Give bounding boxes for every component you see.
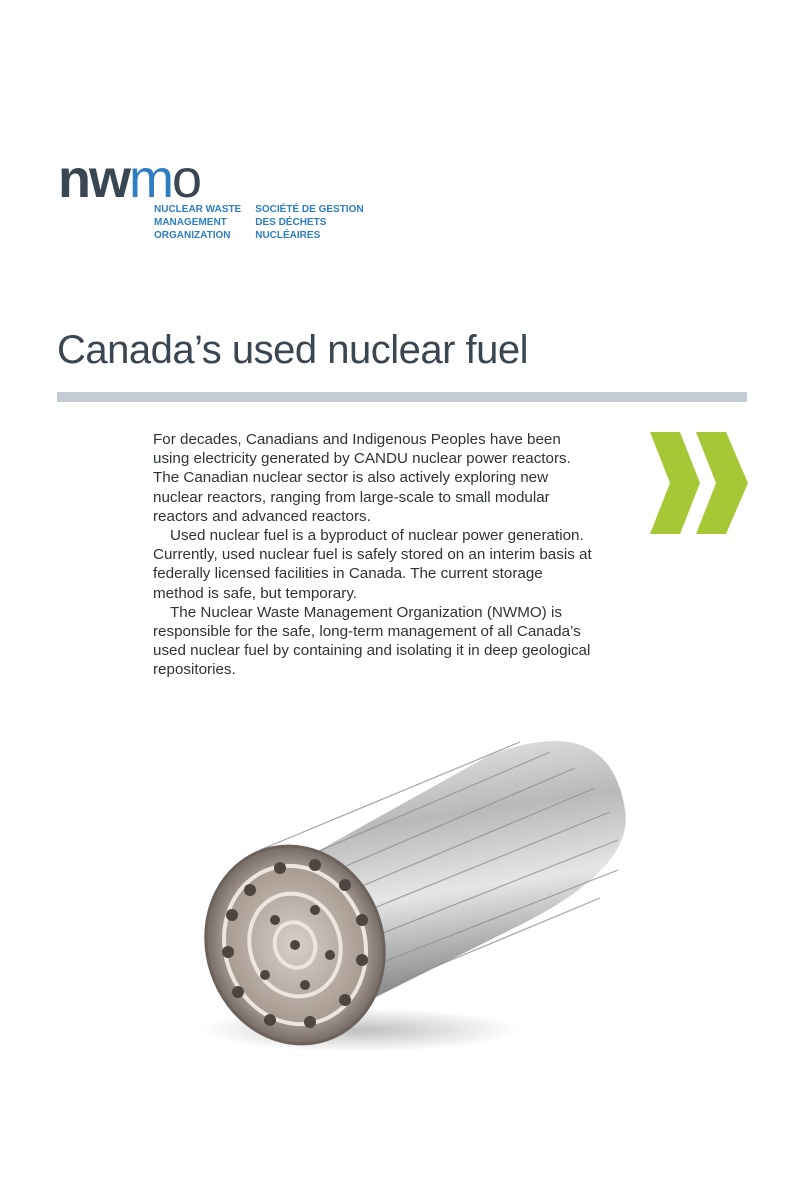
rod-cap [300, 980, 310, 990]
paragraph-2: Used nuclear fuel is a byproduct of nuclear power generation. Currently, used nuclear fuel is safely stored on an interim basis at federally licensed facilities in Canada. The current storage method is safe, but temporary. [153, 527, 592, 602]
nwmo-logo [58, 149, 364, 241]
logo-en-line-2: MANAGEMENT [154, 217, 227, 228]
fuel-bundle-photo [190, 730, 650, 1060]
rod-cap [222, 946, 234, 958]
logo-fr-line-2: DES DÉCHETS [255, 217, 327, 228]
logo-en-line-3: ORGANIZATION [154, 230, 231, 241]
logo-subtitle [154, 203, 474, 242]
rod-cap [290, 940, 300, 950]
rod-cap [325, 950, 335, 960]
rod-cap [339, 879, 351, 891]
rod-cap [310, 905, 320, 915]
logo-english [154, 203, 241, 242]
rod-cap [274, 862, 286, 874]
logo-fr-line-1: SOCIÉTÉ DE GESTION [255, 204, 364, 215]
logo-nw: nw [58, 149, 129, 209]
logo-wordmark [58, 149, 201, 209]
rod-cap [356, 954, 368, 966]
rod-cap [309, 859, 321, 871]
chevron-left-shape [650, 432, 700, 534]
title-divider [57, 392, 747, 402]
logo-fr-line-3: NUCLÉAIRES [255, 230, 321, 241]
rod-cap [304, 1016, 316, 1028]
logo-m: m [129, 149, 172, 209]
rod-cap [226, 909, 238, 921]
rod-cap [260, 970, 270, 980]
logo-en-line-1: NUCLEAR WASTE [154, 204, 242, 215]
double-chevron-right-icon [648, 432, 748, 534]
rod-cap [232, 986, 244, 998]
rod-cap [244, 884, 256, 896]
body-text [153, 430, 593, 680]
page-title: Canada’s used nuclear fuel [57, 328, 529, 372]
logo-o: o [171, 149, 201, 209]
rod-cap [339, 994, 351, 1006]
logo-french [255, 203, 363, 242]
rod-cap [356, 914, 368, 926]
paragraph-1: For decades, Canadians and Indigenous Peoples have been using electricity generated by CANDU nuclear power reactors. The Canadian nuclear sector is also actively exploring new nuclear reactors, ranging from large-scale to small modular reactors and advanced reactors. [153, 431, 571, 525]
rod-cap [270, 915, 280, 925]
rod-cap [264, 1014, 276, 1026]
paragraph-3: The Nuclear Waste Management Organization (NWMO) is responsible for the safe, long-term management of all Canada’s used nuclear fuel by containing and isolating it in deep geological repositories. [153, 603, 591, 679]
chevron-right-shape [696, 432, 748, 534]
